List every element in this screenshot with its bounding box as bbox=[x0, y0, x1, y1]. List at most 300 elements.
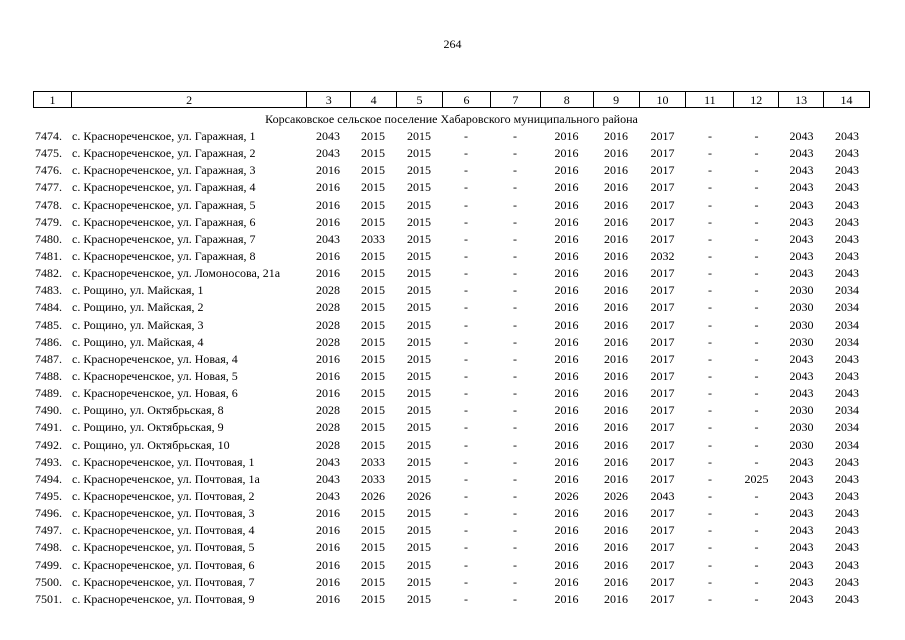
table-row bbox=[33, 557, 870, 574]
row-address: с. Краснореченское, ул. Новая, 6 bbox=[72, 386, 238, 401]
column-header-8: 8 bbox=[540, 92, 593, 107]
cell-col-12: - bbox=[754, 163, 759, 178]
cell-col-4: 2015 bbox=[361, 574, 385, 589]
cell-col-9: 2016 bbox=[604, 403, 628, 418]
cell-col-7: - bbox=[513, 368, 517, 383]
cell-col-8: 2016 bbox=[554, 351, 579, 366]
row-number: 7475. bbox=[35, 146, 62, 161]
cell-col-13: 2043 bbox=[789, 180, 814, 195]
cell-col-14: 2034 bbox=[835, 437, 859, 452]
cell-col-6: - bbox=[464, 420, 468, 435]
cell-col-7: - bbox=[513, 574, 517, 589]
cell-col-7: - bbox=[513, 557, 517, 572]
cell-col-6: - bbox=[464, 540, 468, 555]
cell-col-6: - bbox=[464, 334, 468, 349]
cell-col-11: - bbox=[708, 283, 712, 298]
cell-col-13: 2043 bbox=[789, 214, 814, 229]
row-number: 7480. bbox=[35, 231, 62, 246]
row-number: 7494. bbox=[35, 471, 62, 486]
cell-col-3: 2028 bbox=[316, 334, 340, 349]
row-number: 7489. bbox=[35, 386, 62, 401]
cell-col-5: 2015 bbox=[407, 283, 431, 298]
cell-col-5: 2015 bbox=[407, 197, 431, 212]
table-row bbox=[33, 402, 870, 419]
table-row bbox=[33, 282, 870, 299]
column-header-5: 5 bbox=[396, 92, 442, 107]
cell-col-12: - bbox=[754, 557, 759, 572]
cell-col-7: - bbox=[513, 523, 517, 538]
table-row bbox=[33, 471, 870, 488]
cell-col-12: - bbox=[754, 248, 759, 263]
table-row bbox=[33, 522, 870, 539]
cell-col-14: 2043 bbox=[835, 214, 859, 229]
row-number: 7501. bbox=[35, 591, 62, 606]
cell-col-5: 2015 bbox=[407, 351, 431, 366]
row-number: 7493. bbox=[35, 454, 62, 469]
cell-col-14: 2043 bbox=[835, 248, 859, 263]
cell-col-9: 2016 bbox=[604, 231, 628, 246]
row-address: с. Краснореченское, ул. Почтовая, 9 bbox=[72, 591, 255, 606]
cell-col-9: 2016 bbox=[604, 420, 628, 435]
cell-col-11: - bbox=[708, 574, 712, 589]
cell-col-8: 2016 bbox=[554, 471, 579, 486]
cell-col-10: 2017 bbox=[650, 506, 675, 521]
cell-col-12: - bbox=[754, 403, 759, 418]
table-row bbox=[33, 437, 870, 454]
cell-col-13: 2030 bbox=[789, 403, 814, 418]
cell-col-9: 2026 bbox=[604, 488, 628, 503]
cell-col-3: 2016 bbox=[316, 557, 340, 572]
cell-col-10: 2017 bbox=[650, 129, 675, 143]
cell-col-3: 2028 bbox=[316, 317, 340, 332]
cell-col-11: - bbox=[708, 163, 712, 178]
cell-col-9: 2016 bbox=[604, 540, 628, 555]
cell-col-4: 2015 bbox=[361, 557, 385, 572]
cell-col-8: 2016 bbox=[554, 334, 579, 349]
row-address: с. Краснореченское, ул. Гаражная, 8 bbox=[72, 248, 256, 263]
cell-col-10: 2017 bbox=[650, 163, 675, 178]
cell-col-8: 2016 bbox=[554, 591, 579, 606]
cell-col-13: 2043 bbox=[789, 454, 814, 469]
section-title: Корсаковское сельское поселение Хабаровского муниципального района bbox=[265, 112, 638, 126]
cell-col-10: 2017 bbox=[650, 523, 675, 538]
cell-col-9: 2016 bbox=[604, 266, 628, 281]
cell-col-14: 2043 bbox=[835, 180, 859, 195]
cell-col-3: 2028 bbox=[316, 283, 340, 298]
cell-col-14: 2043 bbox=[835, 506, 859, 521]
cell-col-10: 2017 bbox=[650, 300, 675, 315]
row-number: 7487. bbox=[35, 351, 62, 366]
cell-col-13: 2030 bbox=[789, 283, 814, 298]
cell-col-11: - bbox=[708, 540, 712, 555]
cell-col-12: - bbox=[754, 334, 759, 349]
table-row bbox=[33, 368, 870, 385]
cell-col-12: - bbox=[754, 523, 759, 538]
cell-col-12: - bbox=[754, 386, 759, 401]
row-address: с. Рощино, ул. Майская, 4 bbox=[72, 334, 204, 349]
cell-col-3: 2016 bbox=[316, 351, 340, 366]
cell-col-14: 2043 bbox=[835, 540, 859, 555]
cell-col-4: 2015 bbox=[361, 300, 385, 315]
cell-col-13: 2043 bbox=[789, 248, 814, 263]
cell-col-12: - bbox=[754, 368, 759, 383]
cell-col-10: 2017 bbox=[650, 591, 675, 606]
cell-col-6: - bbox=[464, 591, 468, 606]
column-header-2: 2 bbox=[71, 92, 306, 107]
cell-col-13: 2043 bbox=[789, 146, 814, 161]
cell-col-13: 2043 bbox=[789, 386, 814, 401]
cell-col-6: - bbox=[464, 471, 468, 486]
cell-col-12: - bbox=[754, 266, 759, 281]
table-row bbox=[33, 214, 870, 231]
cell-col-8: 2016 bbox=[554, 420, 579, 435]
cell-col-11: - bbox=[708, 454, 712, 469]
table-row bbox=[33, 317, 870, 334]
cell-col-7: - bbox=[513, 266, 517, 281]
page-number: 264 bbox=[443, 37, 462, 51]
cell-col-11: - bbox=[708, 488, 712, 503]
cell-col-7: - bbox=[513, 163, 517, 178]
column-header-7: 7 bbox=[490, 92, 540, 107]
cell-col-14: 2043 bbox=[835, 146, 859, 161]
cell-col-7: - bbox=[513, 454, 517, 469]
cell-col-12: - bbox=[754, 437, 759, 452]
cell-col-5: 2015 bbox=[407, 506, 431, 521]
cell-col-14: 2034 bbox=[835, 283, 859, 298]
cell-col-5: 2015 bbox=[407, 386, 431, 401]
row-address: с. Краснореченское, ул. Почтовая, 4 bbox=[72, 523, 255, 538]
cell-col-5: 2015 bbox=[407, 231, 431, 246]
table-row bbox=[33, 385, 870, 402]
cell-col-14: 2043 bbox=[835, 557, 859, 572]
cell-col-8: 2016 bbox=[554, 300, 579, 315]
cell-col-14: 2043 bbox=[835, 266, 859, 281]
cell-col-5: 2015 bbox=[407, 300, 431, 315]
cell-col-12: - bbox=[754, 506, 759, 521]
cell-col-8: 2016 bbox=[554, 540, 579, 555]
cell-col-5: 2015 bbox=[407, 403, 431, 418]
cell-col-7: - bbox=[513, 591, 517, 606]
cell-col-4: 2015 bbox=[361, 368, 385, 383]
cell-col-11: - bbox=[708, 266, 712, 281]
cell-col-9: 2016 bbox=[604, 437, 628, 452]
cell-col-8: 2026 bbox=[554, 488, 579, 503]
column-header-6: 6 bbox=[442, 92, 490, 107]
cell-col-8: 2016 bbox=[554, 283, 579, 298]
cell-col-8: 2016 bbox=[554, 214, 579, 229]
row-number: 7499. bbox=[35, 557, 62, 572]
row-number: 7497. bbox=[35, 523, 62, 538]
cell-col-13: 2043 bbox=[789, 523, 814, 538]
cell-col-11: - bbox=[708, 300, 712, 315]
cell-col-3: 2016 bbox=[316, 248, 340, 263]
cell-col-5: 2015 bbox=[407, 523, 431, 538]
cell-col-11: - bbox=[708, 437, 712, 452]
cell-col-14: 2043 bbox=[835, 197, 859, 212]
cell-col-11: - bbox=[708, 146, 712, 161]
cell-col-10: 2017 bbox=[650, 368, 675, 383]
cell-col-7: - bbox=[513, 283, 517, 298]
cell-col-12: - bbox=[754, 574, 759, 589]
cell-col-6: - bbox=[464, 523, 468, 538]
cell-col-5: 2026 bbox=[407, 488, 431, 503]
cell-col-12: - bbox=[754, 231, 759, 246]
cell-col-14: 2043 bbox=[835, 129, 859, 143]
cell-col-7: - bbox=[513, 334, 517, 349]
row-number: 7486. bbox=[35, 334, 62, 349]
row-number: 7474. bbox=[35, 129, 62, 143]
cell-col-4: 2015 bbox=[361, 420, 385, 435]
row-address: с. Рощино, ул. Майская, 2 bbox=[72, 300, 204, 315]
cell-col-14: 2043 bbox=[835, 523, 859, 538]
column-header-1: 1 bbox=[49, 93, 56, 107]
cell-col-13: 2043 bbox=[789, 266, 814, 281]
cell-col-8: 2016 bbox=[554, 403, 579, 418]
cell-col-8: 2016 bbox=[554, 231, 579, 246]
cell-col-13: 2043 bbox=[789, 540, 814, 555]
cell-col-13: 2043 bbox=[789, 231, 814, 246]
table-row bbox=[33, 539, 870, 556]
row-address: с. Краснореченское, ул. Гаражная, 6 bbox=[72, 214, 256, 229]
cell-col-5: 2015 bbox=[407, 317, 431, 332]
cell-col-5: 2015 bbox=[407, 248, 431, 263]
cell-col-6: - bbox=[464, 574, 468, 589]
cell-col-11: - bbox=[708, 471, 712, 486]
row-number: 7492. bbox=[35, 437, 62, 452]
cell-col-12: - bbox=[754, 317, 759, 332]
column-header-10: 10 bbox=[639, 92, 686, 107]
column-header-12: 12 bbox=[733, 92, 778, 107]
cell-col-5: 2015 bbox=[407, 129, 431, 143]
cell-col-5: 2015 bbox=[407, 471, 431, 486]
table-row bbox=[33, 454, 870, 471]
table-row bbox=[33, 351, 870, 368]
cell-col-10: 2017 bbox=[650, 351, 675, 366]
table-row bbox=[33, 505, 870, 522]
cell-col-4: 2015 bbox=[361, 351, 385, 366]
table-row bbox=[33, 265, 870, 282]
cell-col-7: - bbox=[513, 214, 517, 229]
cell-col-13: 2030 bbox=[789, 300, 814, 315]
cell-col-12: - bbox=[754, 214, 759, 229]
cell-col-3: 2028 bbox=[316, 403, 340, 418]
cell-col-5: 2015 bbox=[407, 334, 431, 349]
cell-col-9: 2016 bbox=[604, 163, 628, 178]
cell-col-6: - bbox=[464, 214, 468, 229]
cell-col-13: 2043 bbox=[789, 197, 814, 212]
cell-col-5: 2015 bbox=[407, 540, 431, 555]
cell-col-3: 2016 bbox=[316, 163, 340, 178]
cell-col-11: - bbox=[708, 351, 712, 366]
row-number: 7479. bbox=[35, 214, 62, 229]
row-address: с. Краснореченское, ул. Почтовая, 3 bbox=[72, 506, 255, 521]
cell-col-9: 2016 bbox=[604, 591, 628, 606]
cell-col-9: 2016 bbox=[604, 197, 628, 212]
cell-col-14: 2043 bbox=[835, 471, 859, 486]
row-number: 7498. bbox=[35, 540, 62, 555]
cell-col-12: - bbox=[754, 197, 759, 212]
cell-col-12: - bbox=[754, 180, 759, 195]
cell-col-10: 2017 bbox=[650, 180, 675, 195]
cell-col-13: 2030 bbox=[789, 317, 814, 332]
cell-col-13: 2043 bbox=[789, 506, 814, 521]
cell-col-4: 2015 bbox=[361, 523, 385, 538]
table-row bbox=[33, 488, 870, 505]
cell-col-5: 2015 bbox=[407, 557, 431, 572]
row-number: 7483. bbox=[35, 283, 62, 298]
cell-col-12: - bbox=[754, 300, 759, 315]
cell-col-8: 2016 bbox=[554, 454, 579, 469]
cell-col-7: - bbox=[513, 403, 517, 418]
cell-col-5: 2015 bbox=[407, 214, 431, 229]
cell-col-13: 2043 bbox=[789, 574, 814, 589]
cell-col-14: 2043 bbox=[835, 368, 859, 383]
row-number: 7488. bbox=[35, 368, 62, 383]
cell-col-8: 2016 bbox=[554, 368, 579, 383]
row-number: 7496. bbox=[35, 506, 62, 521]
cell-col-4: 2015 bbox=[361, 283, 385, 298]
cell-col-14: 2043 bbox=[835, 488, 859, 503]
cell-col-7: - bbox=[513, 129, 517, 143]
cell-col-11: - bbox=[708, 506, 712, 521]
row-address: с. Краснореченское, ул. Гаражная, 5 bbox=[72, 197, 256, 212]
cell-col-3: 2016 bbox=[316, 540, 340, 555]
cell-col-14: 2034 bbox=[835, 300, 859, 315]
column-header-4: 4 bbox=[350, 92, 396, 107]
table-row bbox=[33, 128, 870, 145]
cell-col-8: 2016 bbox=[554, 129, 579, 143]
cell-col-3: 2043 bbox=[316, 454, 340, 469]
table-row bbox=[33, 197, 870, 214]
cell-col-6: - bbox=[464, 266, 468, 281]
cell-col-3: 2043 bbox=[316, 488, 340, 503]
cell-col-14: 2043 bbox=[835, 351, 859, 366]
cell-col-8: 2016 bbox=[554, 506, 579, 521]
cell-col-12: - bbox=[754, 351, 759, 366]
cell-col-3: 2028 bbox=[316, 420, 340, 435]
cell-col-9: 2016 bbox=[604, 351, 628, 366]
cell-col-13: 2043 bbox=[789, 471, 814, 486]
cell-col-5: 2015 bbox=[407, 454, 431, 469]
cell-col-5: 2015 bbox=[407, 420, 431, 435]
cell-col-4: 2033 bbox=[361, 231, 385, 246]
cell-col-4: 2015 bbox=[361, 506, 385, 521]
cell-col-7: - bbox=[513, 420, 517, 435]
cell-col-7: - bbox=[513, 197, 517, 212]
cell-col-11: - bbox=[708, 129, 712, 143]
cell-col-5: 2015 bbox=[407, 146, 431, 161]
table-row bbox=[33, 419, 870, 436]
row-address: с. Краснореченское, ул. Гаражная, 2 bbox=[72, 146, 256, 161]
cell-col-6: - bbox=[464, 300, 468, 315]
cell-col-3: 2016 bbox=[316, 368, 340, 383]
cell-col-4: 2015 bbox=[361, 334, 385, 349]
cell-col-9: 2016 bbox=[604, 146, 628, 161]
cell-col-8: 2016 bbox=[554, 317, 579, 332]
cell-col-13: 2030 bbox=[789, 437, 814, 452]
cell-col-13: 2043 bbox=[789, 488, 814, 503]
cell-col-7: - bbox=[513, 231, 517, 246]
row-address: с. Краснореченское, ул. Почтовая, 6 bbox=[72, 557, 255, 572]
cell-col-11: - bbox=[708, 386, 712, 401]
cell-col-11: - bbox=[708, 368, 712, 383]
cell-col-8: 2016 bbox=[554, 163, 579, 178]
table-row bbox=[33, 334, 870, 351]
row-number: 7478. bbox=[35, 197, 62, 212]
cell-col-4: 2015 bbox=[361, 403, 385, 418]
cell-col-3: 2016 bbox=[316, 214, 340, 229]
cell-col-3: 2016 bbox=[316, 180, 340, 195]
cell-col-14: 2043 bbox=[835, 386, 859, 401]
cell-col-4: 2015 bbox=[361, 180, 385, 195]
row-number: 7490. bbox=[35, 403, 62, 418]
table-row bbox=[33, 574, 870, 591]
cell-col-14: 2034 bbox=[835, 317, 859, 332]
cell-col-4: 2015 bbox=[361, 248, 385, 263]
cell-col-12: - bbox=[754, 283, 759, 298]
cell-col-14: 2043 bbox=[835, 574, 859, 589]
column-number-header bbox=[33, 91, 870, 108]
table-row bbox=[33, 179, 870, 196]
row-address: с. Краснореченское, ул. Почтовая, 2 bbox=[72, 488, 255, 503]
cell-col-14: 2043 bbox=[835, 454, 859, 469]
cell-col-3: 2043 bbox=[316, 146, 340, 161]
cell-col-13: 2043 bbox=[789, 129, 814, 143]
row-address: с. Краснореченское, ул. Почтовая, 1 bbox=[72, 454, 255, 469]
cell-col-4: 2015 bbox=[361, 129, 385, 143]
row-number: 7485. bbox=[35, 317, 62, 332]
cell-col-7: - bbox=[513, 488, 517, 503]
cell-col-14: 2043 bbox=[835, 231, 859, 246]
cell-col-8: 2016 bbox=[554, 437, 579, 452]
cell-col-10: 2017 bbox=[650, 334, 675, 349]
cell-col-3: 2016 bbox=[316, 386, 340, 401]
cell-col-10: 2017 bbox=[650, 146, 675, 161]
cell-col-12: - bbox=[754, 129, 759, 143]
cell-col-13: 2043 bbox=[789, 368, 814, 383]
cell-col-9: 2016 bbox=[604, 317, 628, 332]
cell-col-13: 2043 bbox=[789, 591, 814, 606]
cell-col-4: 2015 bbox=[361, 266, 385, 281]
cell-col-10: 2017 bbox=[650, 540, 675, 555]
cell-col-7: - bbox=[513, 317, 517, 332]
cell-col-5: 2015 bbox=[407, 266, 431, 281]
cell-col-10: 2017 bbox=[650, 214, 675, 229]
cell-col-11: - bbox=[708, 403, 712, 418]
cell-col-6: - bbox=[464, 129, 468, 143]
cell-col-8: 2016 bbox=[554, 574, 579, 589]
cell-col-6: - bbox=[464, 557, 468, 572]
row-address: с. Рощино, ул. Октябрьская, 9 bbox=[72, 420, 224, 435]
cell-col-3: 2028 bbox=[316, 437, 340, 452]
cell-col-9: 2016 bbox=[604, 454, 628, 469]
cell-col-11: - bbox=[708, 334, 712, 349]
cell-col-14: 2034 bbox=[835, 403, 859, 418]
cell-col-11: - bbox=[708, 214, 712, 229]
cell-col-4: 2015 bbox=[361, 591, 385, 606]
cell-col-10: 2017 bbox=[650, 454, 675, 469]
row-address: с. Краснореченское, ул. Ломоносова, 21а bbox=[72, 266, 281, 281]
table-row bbox=[33, 591, 870, 608]
cell-col-4: 2015 bbox=[361, 437, 385, 452]
cell-col-3: 2016 bbox=[316, 506, 340, 521]
row-address: с. Краснореченское, ул. Почтовая, 1а bbox=[72, 471, 260, 486]
table-row bbox=[33, 299, 870, 316]
cell-col-9: 2016 bbox=[604, 283, 628, 298]
cell-col-6: - bbox=[464, 197, 468, 212]
cell-col-4: 2015 bbox=[361, 540, 385, 555]
cell-col-10: 2017 bbox=[650, 283, 675, 298]
